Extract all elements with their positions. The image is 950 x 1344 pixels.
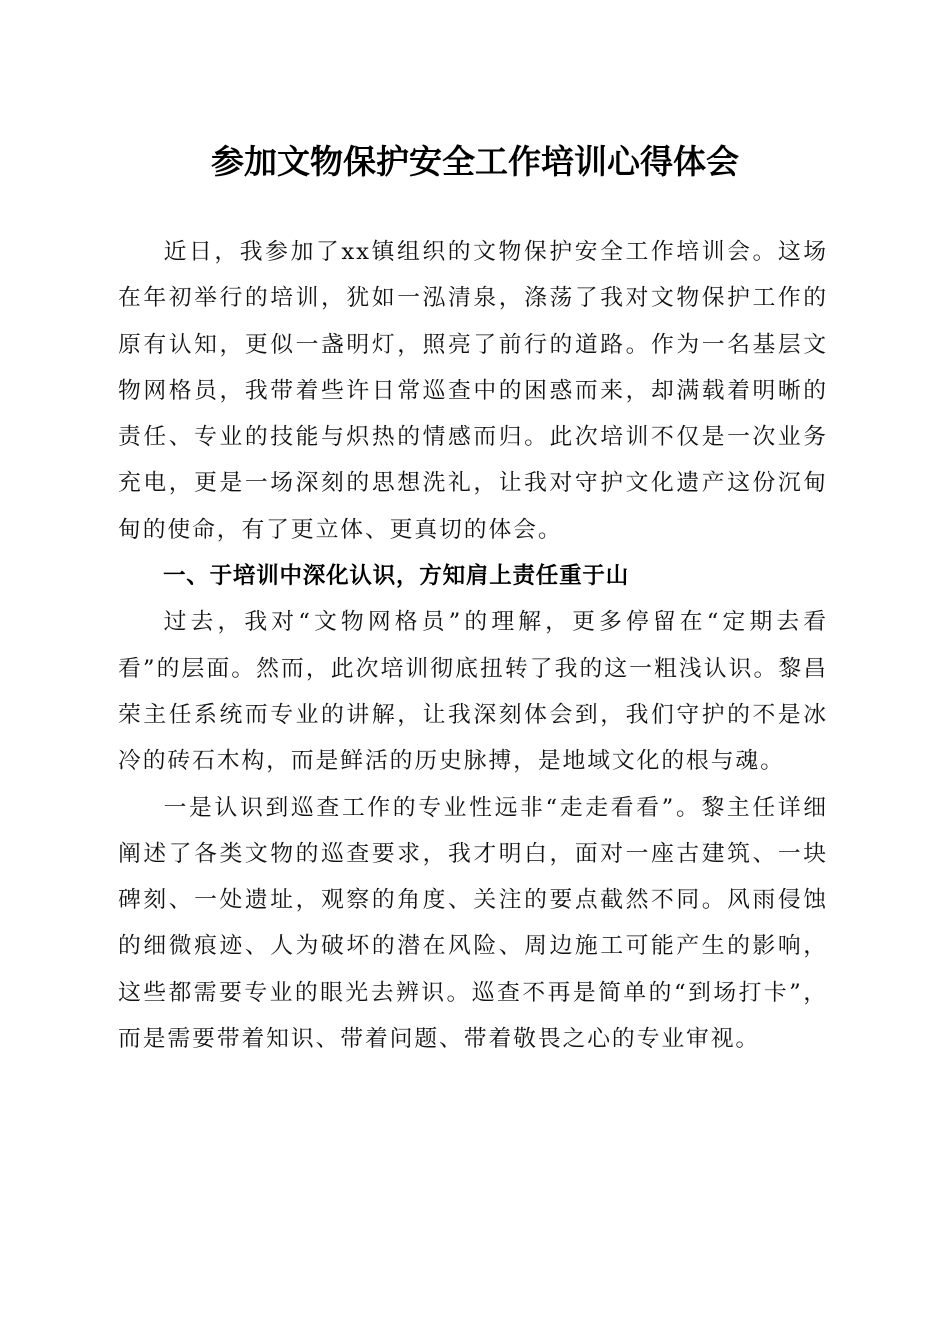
document-body — [118, 229, 828, 1062]
section-heading: 一、于培训中深化认识，方知肩上责任重于山 — [163, 563, 630, 590]
point-paragraph: 一是认识到巡查工作的专业性远非“走走看看”。黎主任详细阐述了各类文物的巡查要求，我才明白，面对一座古建筑、一块碑刻、一处遗址，观察的角度、关注的要点截然不同。风雨侵蚀的细微痕迹、人为破坏的潜在风险、周边施工可能产生的影响，这些都需要专业的眼光去辨识。巡查不再是简单的“到场打卡”，而是需要带着知识、带着问题、带着敬畏之心的专业审视。 — [118, 794, 828, 1053]
section-paragraph: 过去，我对“文物网格员”的理解，更多停留在“定期去看看”的层面。然而，此次培训彻底扭转了我的这一粗浅认识。黎昌荣主任系统而专业的讲解，让我深刻体会到，我们守护的不是冰冷的砖石木构，而是鲜活的历史脉搏，是地域文化的根与魂。 — [118, 609, 828, 775]
intro-paragraph: 近日，我参加了xx镇组织的文物保护安全工作培训会。这场在年初举行的培训，犹如一泓清泉，涤荡了我对文物保护工作的原有认知，更似一盏明灯，照亮了前行的道路。作为一名基层文物网格员，我带着些许日常巡查中的困惑而来，却满载着明晰的责任、专业的技能与炽热的情感而归。此次培训不仅是一次业务充电，更是一场深刻的思想洗礼，让我对守护文化遗产这份沉甸甸的使命，有了更立体、更真切的体会。 — [118, 239, 828, 543]
document-title: 参加文物保护安全工作培训心得体会 — [211, 142, 739, 181]
